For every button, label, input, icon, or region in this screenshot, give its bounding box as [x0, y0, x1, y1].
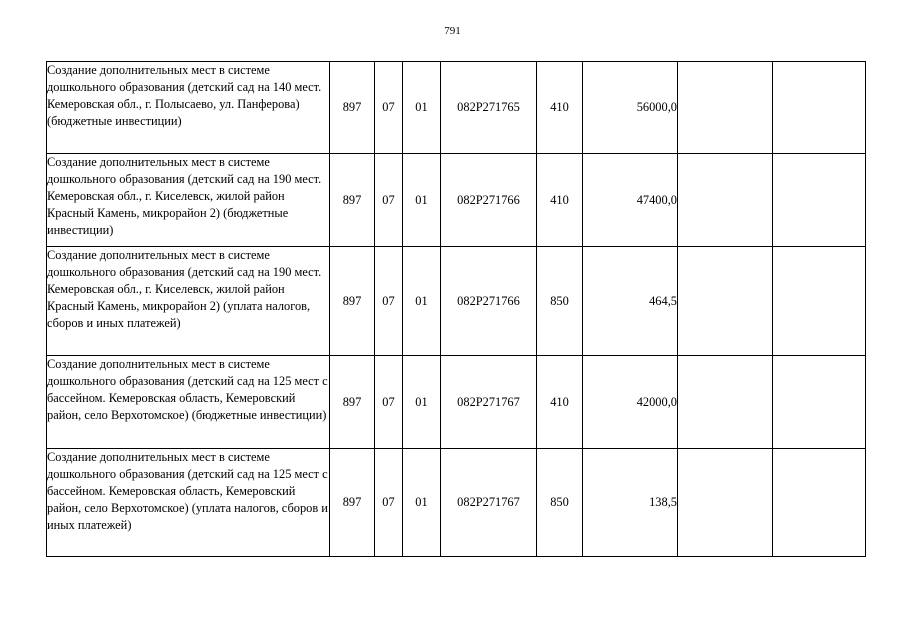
- department-cell: 897: [330, 449, 375, 557]
- extra-cell-1: [678, 356, 773, 449]
- expense-type-cell: 410: [537, 62, 583, 154]
- target-item-cell: 082P271765: [441, 62, 537, 154]
- subsection-cell: 01: [403, 154, 441, 247]
- extra-cell-2: [773, 154, 866, 247]
- table-row: [47, 154, 866, 247]
- extra-cell-2: [773, 62, 866, 154]
- target-item-cell: 082P271767: [441, 356, 537, 449]
- amount-cell: 464,5: [583, 247, 678, 356]
- budget-table: [46, 61, 866, 557]
- subsection-cell: 01: [403, 247, 441, 356]
- department-cell: 897: [330, 62, 375, 154]
- section-cell: 07: [375, 62, 403, 154]
- table-row: [47, 247, 866, 356]
- subsection-cell: 01: [403, 449, 441, 557]
- section-cell: 07: [375, 449, 403, 557]
- section-cell: 07: [375, 247, 403, 356]
- expense-type-cell: 850: [537, 247, 583, 356]
- target-item-cell: 082P271767: [441, 449, 537, 557]
- target-item-cell: 082P271766: [441, 247, 537, 356]
- amount-cell: 138,5: [583, 449, 678, 557]
- extra-cell-1: [678, 154, 773, 247]
- amount-cell: 42000,0: [583, 356, 678, 449]
- extra-cell-2: [773, 356, 866, 449]
- page-number: 791: [444, 25, 461, 37]
- extra-cell-1: [678, 62, 773, 154]
- amount-cell: 56000,0: [583, 62, 678, 154]
- description-cell: Создание дополнительных мест в системе дошкольного образования (детский сад на 190 мест. Кемеровская обл., г. Киселевск, жилой район Красный Камень, микрорайон 2) (бюджетные инвестиции): [47, 154, 330, 247]
- extra-cell-2: [773, 247, 866, 356]
- section-cell: 07: [375, 356, 403, 449]
- department-cell: 897: [330, 154, 375, 247]
- subsection-cell: 01: [403, 62, 441, 154]
- extra-cell-1: [678, 449, 773, 557]
- expense-type-cell: 410: [537, 356, 583, 449]
- table-row: [47, 356, 866, 449]
- extra-cell-2: [773, 449, 866, 557]
- department-cell: 897: [330, 356, 375, 449]
- expense-type-cell: 850: [537, 449, 583, 557]
- extra-cell-1: [678, 247, 773, 356]
- description-cell: Создание дополнительных мест в системе дошкольного образования (детский сад на 125 мест с бассейном. Кемеровская область, Кемеровский район, село Верхотомское) (бюджетные инвестиции): [47, 356, 330, 449]
- amount-cell: 47400,0: [583, 154, 678, 247]
- table-row: [47, 449, 866, 557]
- description-cell: Создание дополнительных мест в системе дошкольного образования (детский сад на 140 мест. Кемеровская обл., г. Полысаево, ул. Панферова) (бюджетные инвестиции): [47, 62, 330, 154]
- section-cell: 07: [375, 154, 403, 247]
- department-cell: 897: [330, 247, 375, 356]
- description-cell: Создание дополнительных мест в системе дошкольного образования (детский сад на 190 мест. Кемеровская обл., г. Киселевск, жилой район Красный Камень, микрорайон 2) (уплата налогов, сборов и иных платежей): [47, 247, 330, 356]
- subsection-cell: 01: [403, 356, 441, 449]
- description-cell: Создание дополнительных мест в системе дошкольного образования (детский сад на 125 мест с бассейном. Кемеровская область, Кемеровский район, село Верхотомское) (уплата налогов, сборов и иных платежей): [47, 449, 330, 557]
- target-item-cell: 082P271766: [441, 154, 537, 247]
- expense-type-cell: 410: [537, 154, 583, 247]
- table-row: [47, 62, 866, 154]
